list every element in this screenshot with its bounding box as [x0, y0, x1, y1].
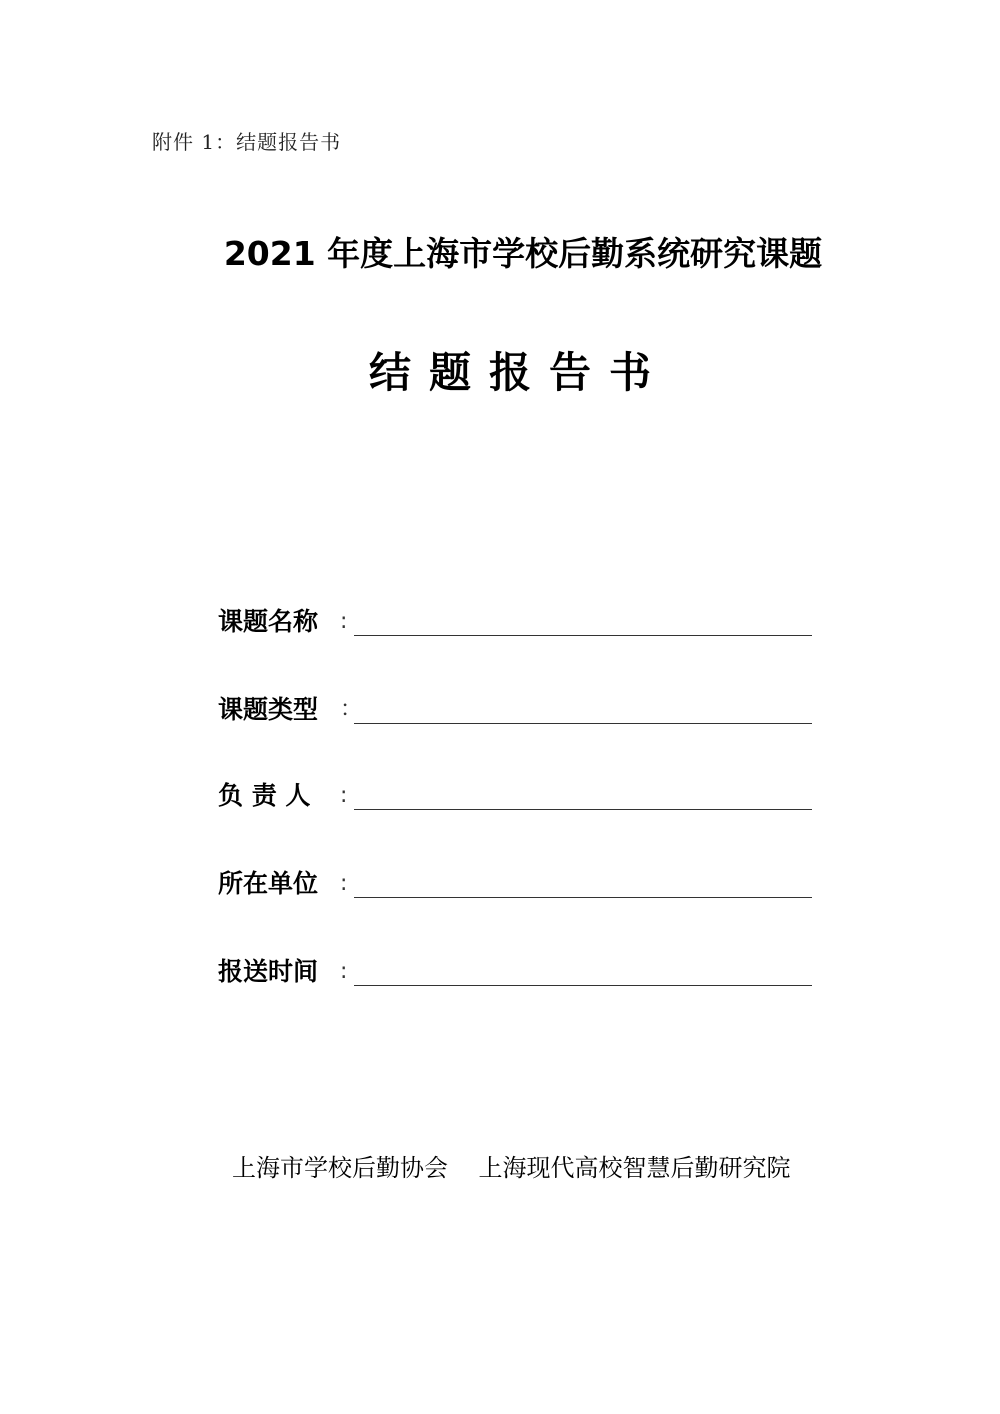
form-colon: ：	[340, 697, 363, 722]
form-row-organization	[218, 860, 812, 900]
submit-date-field[interactable]	[354, 957, 812, 986]
form-colon: :	[340, 783, 348, 808]
form-colon: :	[340, 959, 348, 984]
leader-field[interactable]	[354, 781, 812, 810]
organization-field[interactable]	[354, 869, 812, 898]
form-row-submit-date	[218, 948, 812, 988]
form-row-project-type	[218, 686, 812, 726]
form-colon: :	[340, 609, 348, 634]
report-title: 2021 年度上海市学校后勤系统研究课题	[223, 234, 823, 273]
form-colon: :	[340, 871, 348, 896]
form-label-leader: 负 责 人	[218, 781, 311, 810]
footer-org-association: 上海市学校后勤协会	[232, 1154, 448, 1182]
form-row-project-name	[218, 598, 812, 638]
attachment-note: 附件 1：结题报告书	[152, 130, 342, 154]
form-row-leader	[218, 772, 812, 812]
project-type-field[interactable]	[354, 695, 812, 724]
form-label-project-name: 课题名称	[218, 607, 319, 636]
form-label-submit-date: 报送时间	[218, 957, 319, 986]
form-label-project-type: 课题类型	[218, 695, 319, 724]
footer-organizations	[232, 1148, 791, 1183]
footer-org-institute: 上海现代高校智慧后勤研究院	[478, 1154, 791, 1182]
report-subtitle: 结题报告书	[368, 348, 669, 397]
project-name-field[interactable]	[354, 607, 812, 636]
form-label-organization: 所在单位	[218, 869, 319, 898]
